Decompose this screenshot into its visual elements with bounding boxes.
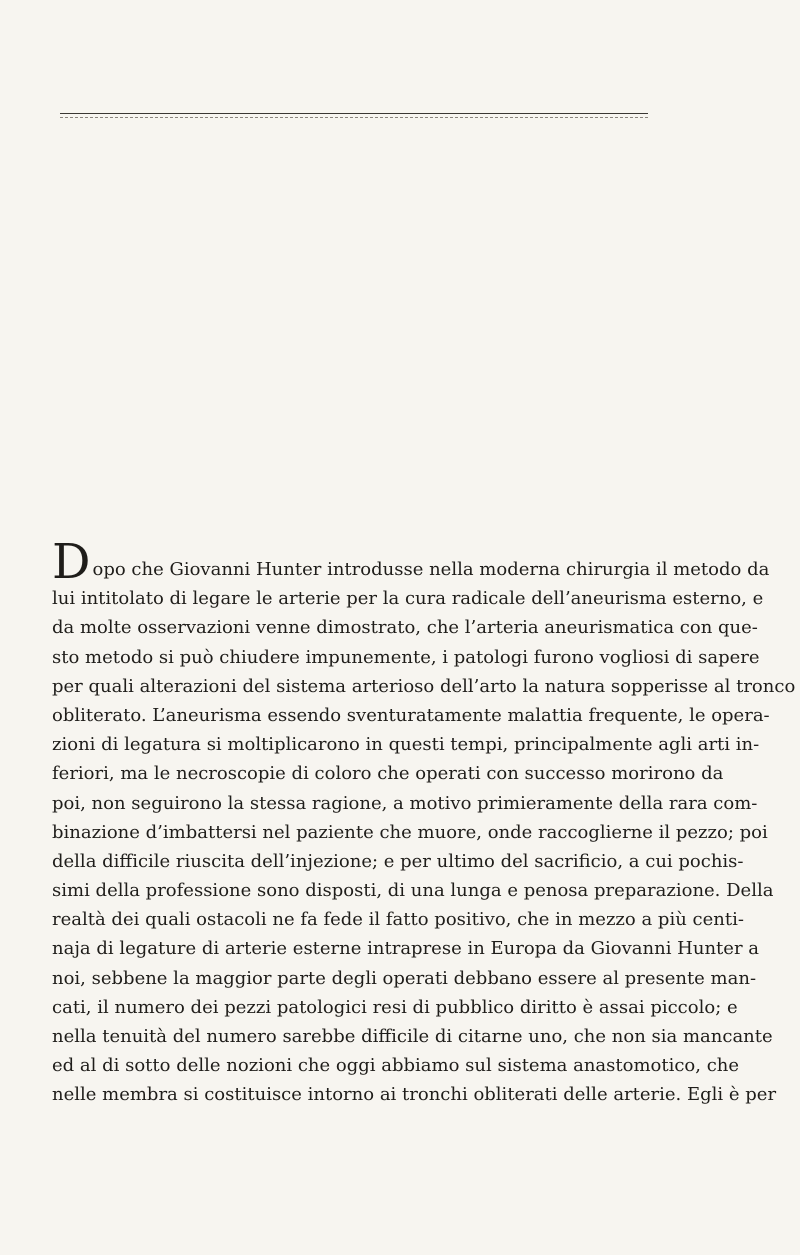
text-line-12: simi della professione sono disposti, di una lunga e penosa preparazione. Della bbox=[52, 880, 774, 902]
drop-cap: D bbox=[52, 534, 91, 590]
text-line-1: Dopo che Giovanni Hunter introdusse nella moderna chirurgia il metodo da bbox=[52, 534, 770, 590]
text-line-6: obliterato. L’aneurisma essendo sventuratamente malattia frequente, le opera- bbox=[52, 704, 770, 726]
text-line-15: noi, sebbene la maggior parte degli operati debbano essere al presente man- bbox=[52, 967, 757, 989]
text-line-19: nelle membra si costituisce intorno ai tronchi obliterati delle arterie. Egli è per bbox=[52, 1084, 777, 1106]
text-line-16: cati, il numero dei pezzi patologici resi di pubblico diritto è assai piccolo; e bbox=[52, 996, 738, 1018]
text-line-11: della difficile riuscita dell’injezione; e per ultimo del sacrificio, a cui pochis- bbox=[52, 850, 744, 872]
text-line-3: da molte osservazioni venne dimostrato, che l’arteria aneurismatica con que- bbox=[52, 617, 758, 639]
text-line-7: zioni di legatura si moltiplicarono in questi tempi, principalmente agli arti in- bbox=[52, 734, 760, 756]
text-line-14: naja di legature di arterie esterne intraprese in Europa da Giovanni Hunter a bbox=[52, 938, 760, 960]
text-line-5: per quali alterazioni del sistema arterioso dell’arto la natura sopperisse al tronco bbox=[52, 675, 796, 697]
text-line-4: sto metodo si può chiudere impunemente, i patologi furono vogliosi di sapere bbox=[52, 646, 760, 668]
text-line-17: nella tenuità del numero sarebbe difficile di citarne uno, che non sia mancante bbox=[52, 1026, 773, 1047]
text-line-2: lui intitolato di legare le arterie per la cura radicale dell’aneurisma esterno, e bbox=[52, 588, 764, 610]
text-line-18: ed al di sotto delle nozioni che oggi abbiamo sul sistema anastomotico, che bbox=[52, 1055, 740, 1077]
text-line-10: binazione d’imbattersi nel paziente che muore, onde raccoglierne il pezzo; poi bbox=[52, 821, 768, 843]
header-rule bbox=[60, 113, 648, 114]
header-rule-fine bbox=[60, 117, 648, 118]
body-text bbox=[52, 534, 796, 1110]
text-line-9: poi, non seguirono la stessa ragione, a motivo primieramente della rara com- bbox=[52, 792, 758, 814]
text-line-8: feriori, ma le necroscopie di coloro che operati con successo morirono da bbox=[52, 763, 724, 785]
text-line-13: realtà dei quali ostacoli ne fa fede il fatto positivo, che in mezzo a più centi- bbox=[52, 909, 744, 931]
